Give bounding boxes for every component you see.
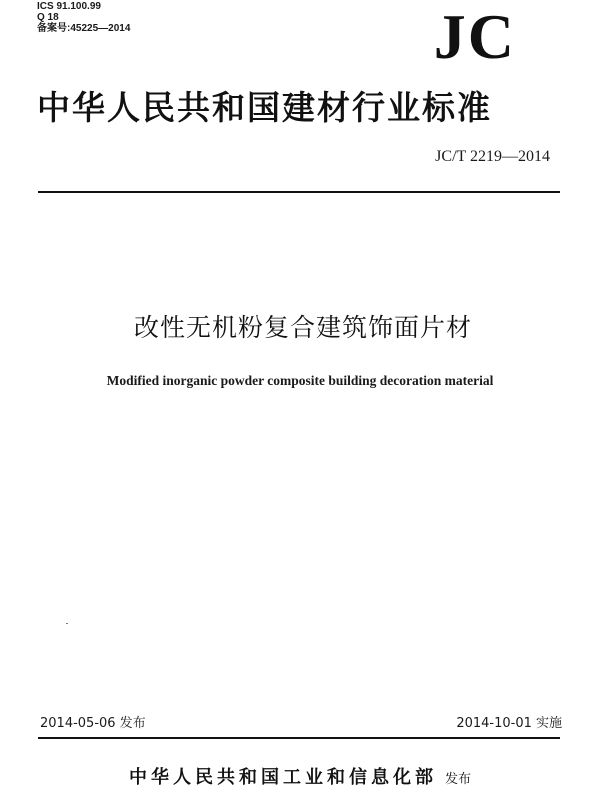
document-title-chinese: 改性无机粉复合建筑饰面片材	[133, 313, 472, 342]
implementation-date: 2014-10-01 实施	[456, 716, 562, 731]
ics-code: ICS 91.100.99	[37, 1, 101, 12]
record-number: 备案号:45225—2014	[37, 23, 131, 34]
issue-date: 2014-05-06 发布	[40, 716, 146, 731]
issuing-authority	[0, 766, 600, 792]
standard-category-title: 中华人民共和国建材行业标准	[37, 88, 492, 127]
top-divider	[38, 191, 560, 193]
issuer-publish-label: 发布	[444, 772, 471, 787]
bottom-divider	[38, 737, 560, 739]
standard-number: JC/T 2219—2014	[435, 148, 550, 165]
jc-logo: JC	[433, 1, 516, 72]
document-title-english: Modified inorganic powder composite building decoration material	[106, 373, 494, 388]
document-metadata	[37, 1, 130, 34]
scan-speck	[66, 623, 68, 624]
issuer-organization: 中华人民共和国工业和信息化部	[128, 767, 437, 788]
ccs-code: Q 18	[37, 12, 59, 23]
